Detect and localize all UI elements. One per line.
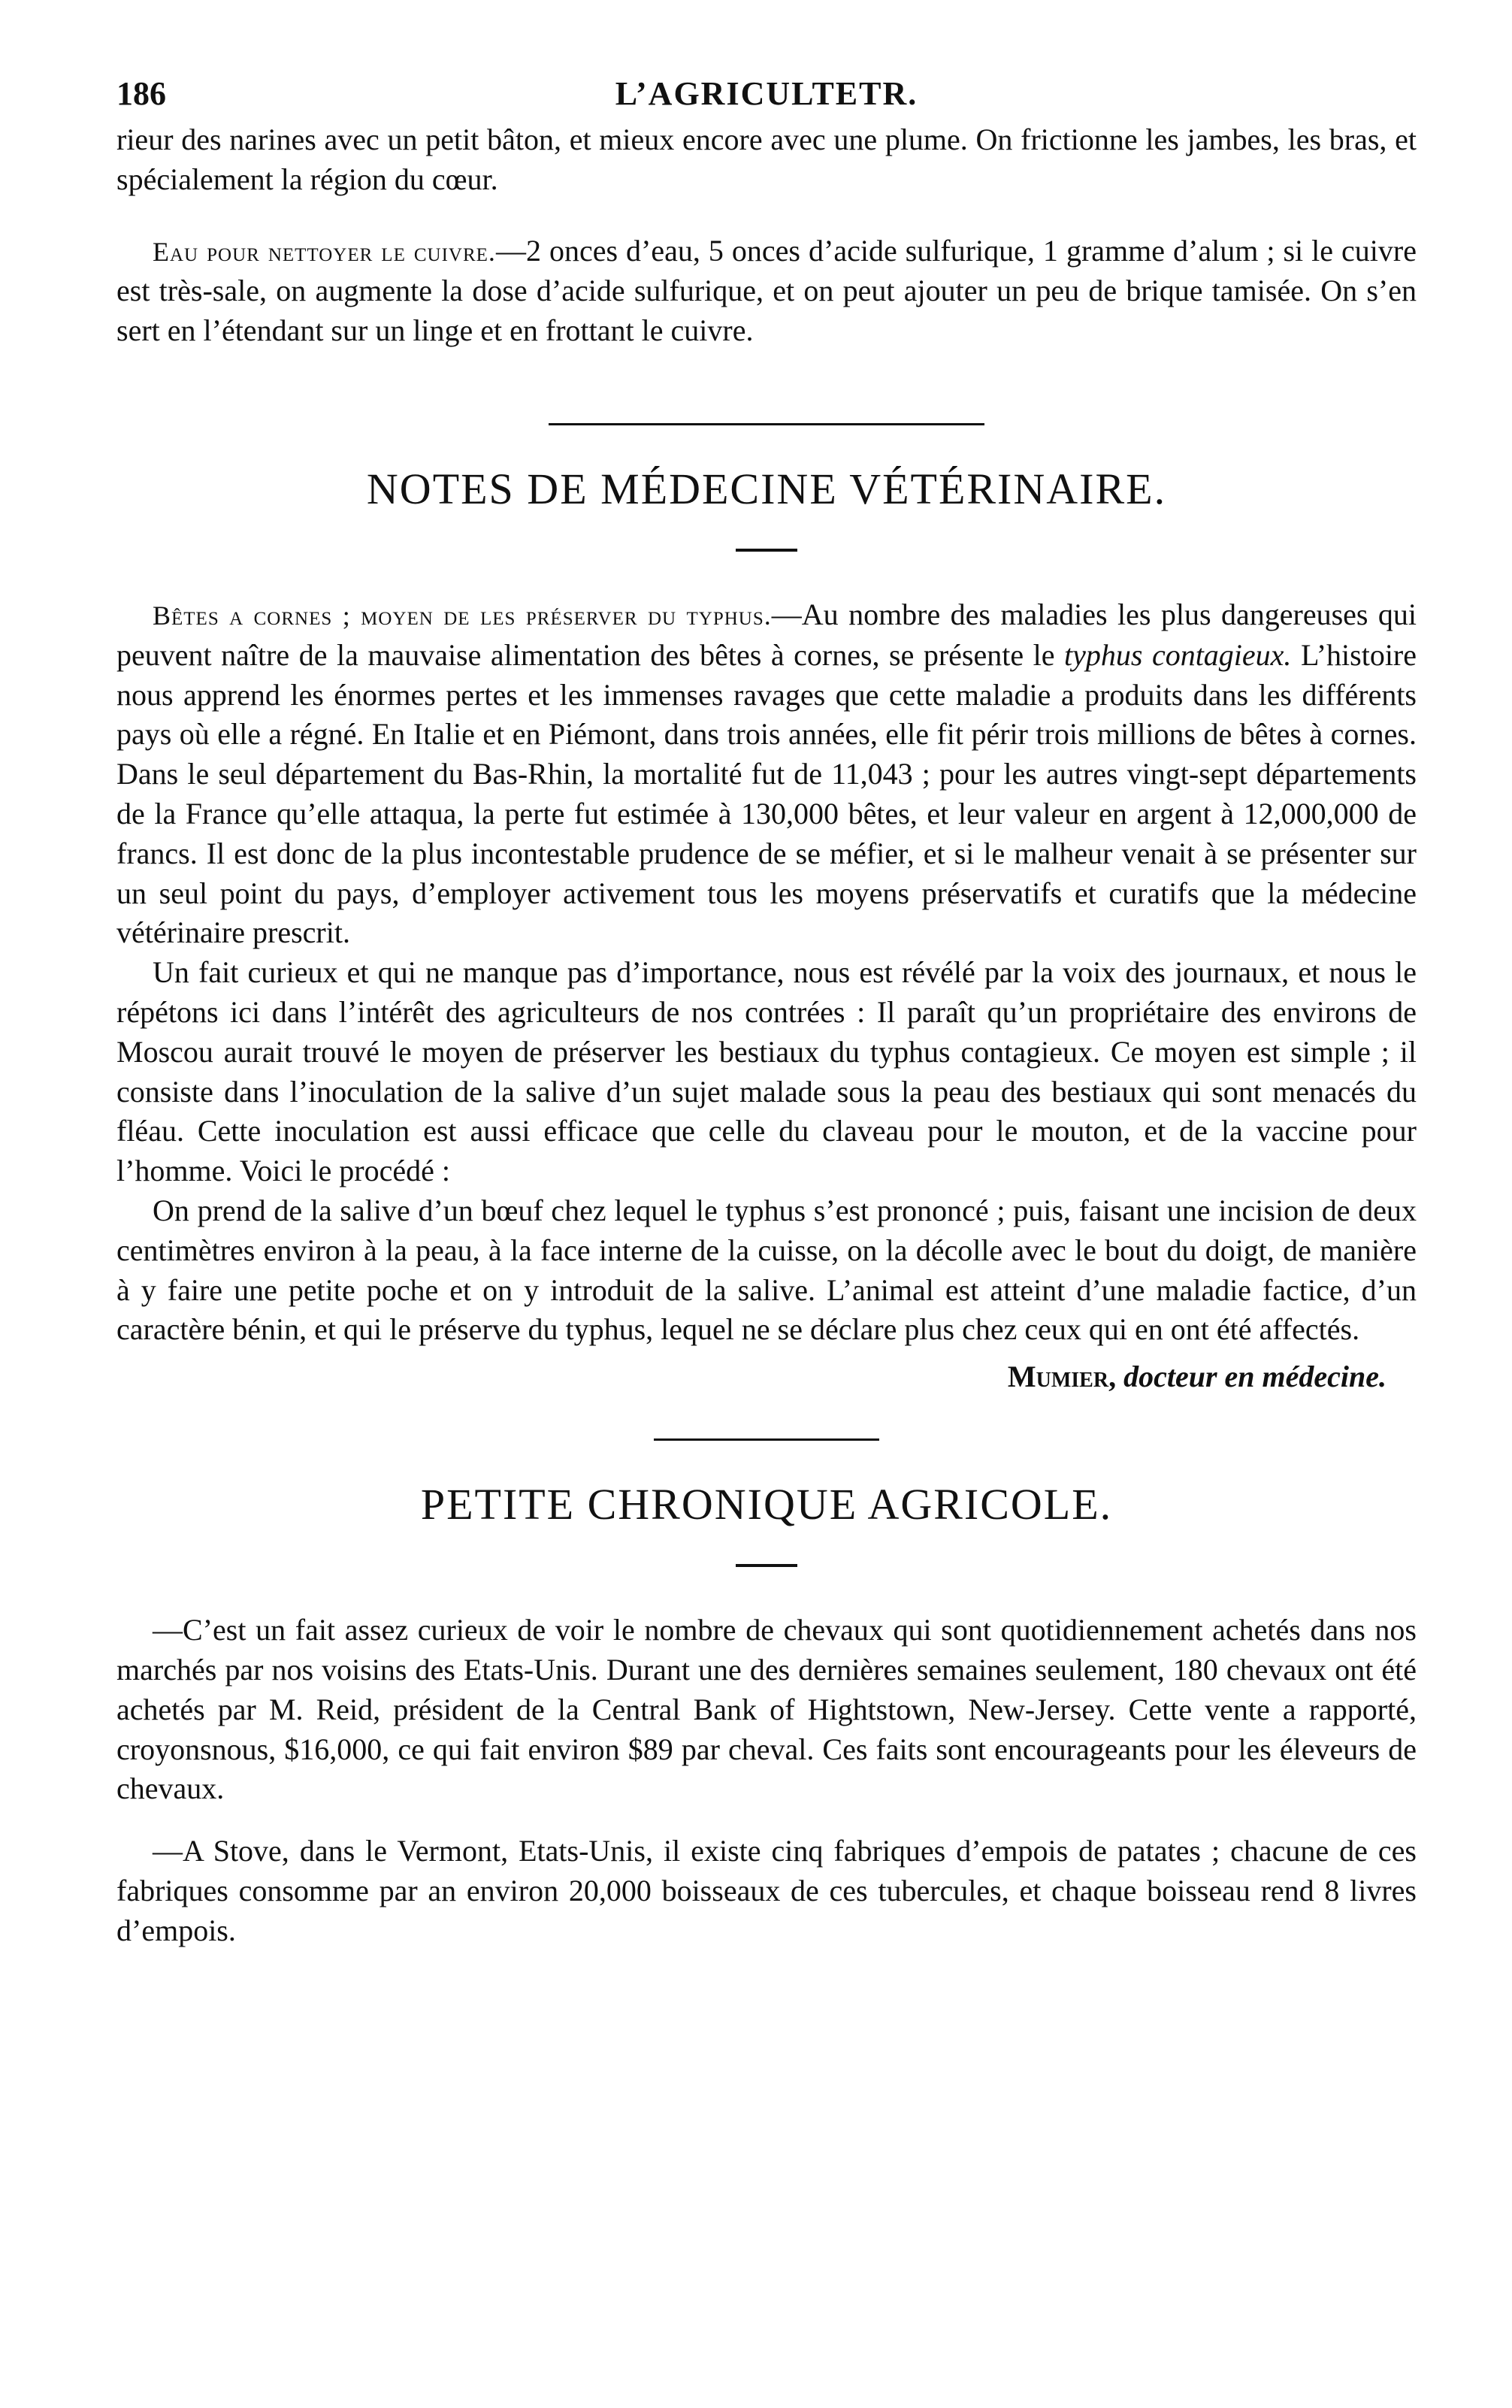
section-divider-short [736, 549, 797, 552]
copper-cleaning-heading: Eau pour nettoyer le cuivre. [153, 236, 496, 267]
chronicle-section-title: PETITE CHRONIQUE AGRICOLE. [420, 1480, 1113, 1529]
signature-role: docteur en médecine. [1123, 1360, 1387, 1394]
vet-section-title: NOTES DE MÉDECINE VÉTÉRINAIRE. [366, 464, 1167, 513]
page [116, 68, 1417, 1951]
section-divider-long-2 [654, 1438, 879, 1441]
vet-p1-text-b: L’histoire nous apprend les énormes pertes et les immenses ravages que cette maladie a produits dans les différents pays où elle a régné. En Italie et en Piémont, dans trois années, elle fit périr trois millions de bêtes à cornes. Dans le seul département du Bas-Rhin, la mortalité fut de 11,043 ; pour les autres vingt-sept départements de la France qu’elle attaqua, la perte fut estimée à 130,000 bêtes, et leur valeur en argent à 12,000,000 de francs. Il est donc de la plus incontestable prudence de se méfier, et si le malheur venait à se présenter sur un seul point du pays, d’employer activement tous les moyens préservatifs et curatifs que la médecine vétérinaire prescrit. [116, 637, 1417, 950]
chronicle-paragraph-2: —A Stove, dans le Vermont, Etats-Unis, il existe cinq fabriques d’empois de patates ; chacune de ces fabriques consomme par an environ 20,000 boisseaux de ces tubercules, et chaque boisseau rend 8 livres d’empois. [116, 1834, 1417, 1947]
copper-cleaning-paragraph [116, 231, 1417, 351]
vet-paragraph-2: Un fait curieux et qui ne manque pas d’importance, nous est révélé par la voix des journaux, et nous le répétons ici dans l’intérêt des agriculteurs de nos contrées : Il paraît qu’un propriétaire des environs de Moscou aurait trouvé le moyen de préserver les bestiaux du typhus contagieux. Ce moyen est simple ; il consiste dans l’inoculation de la salive d’un sujet malade sous la peau des bestiaux qui sont menacés du fléau. Cette inoculation est aussi efficace que celle du claveau pour le mouton, et de la vaccine pour l’homme. Voici le procédé : [116, 955, 1417, 1188]
chronicle-paragraph-1: —C’est un fait assez curieux de voir le nombre de chevaux qui sont quotidiennement achetés dans nos marchés par nos voisins des Etats-Unis. Durant une des dernières semaines seulement, 180 chevaux ont été achetés par M. Reid, président de la Central Bank of Hightstown, New-Jersey. Cette vente a rapporté, croyonsnous, $16,000, ce qui fait environ $89 par cheval. Ces faits sont encourageants pour les éleveurs de chevaux. [116, 1613, 1417, 1806]
vet-paragraph-3: On prend de la salive d’un bœuf chez lequel le typhus s’est prononcé ; puis, faisant une incision de deux centimètres environ à la peau, à la face interne de la cuisse, on la décolle avec le bout du doigt, de manière à y faire une petite poche et on y introduit de la salive. L’animal est atteint d’une maladie factice, d’un caractère bénin, et qui le préserve du typhus, lequel ne se déclare plus chez ceux qui en ont été affectés. [116, 1193, 1417, 1347]
page-header [116, 68, 1417, 120]
copper-cleaning-text: —2 onces d’eau, 5 onces d’acide sulfurique, 1 gramme d’alum ; si le cuivre est très-sale, on augmente la dose d’acide sulfurique, et on peut ajouter un peu de brique tamisée. On s’en sert en l’étendant sur un linge et en frottant le cuivre. [116, 233, 1417, 348]
vet-paragraph-1 [116, 595, 1417, 953]
vet-subheading: Bêtes a cornes ; moyen de les préserver du typhus. [153, 600, 772, 631]
vet-p1-text-a: —Au nombre des maladies les plus dangereuses qui peuvent naître de la mauvaise alimentation des bêtes à cornes, se présente le [116, 597, 1417, 672]
running-title: L’AGRICULTETR. [615, 75, 918, 112]
section-divider-short-2 [736, 1564, 797, 1567]
signature [116, 1356, 1417, 1398]
vet-p1-emphasis: typhus contagieux. [1064, 637, 1292, 672]
section-divider-long [549, 423, 984, 425]
page-number: 186 [116, 75, 166, 112]
signature-name: Mumier, [1007, 1360, 1117, 1394]
intro-paragraph: rieur des narines avec un petit bâton, et mieux encore avec une plume. On frictionne les jambes, les bras, et spécialement la région du cœur. [116, 123, 1417, 196]
